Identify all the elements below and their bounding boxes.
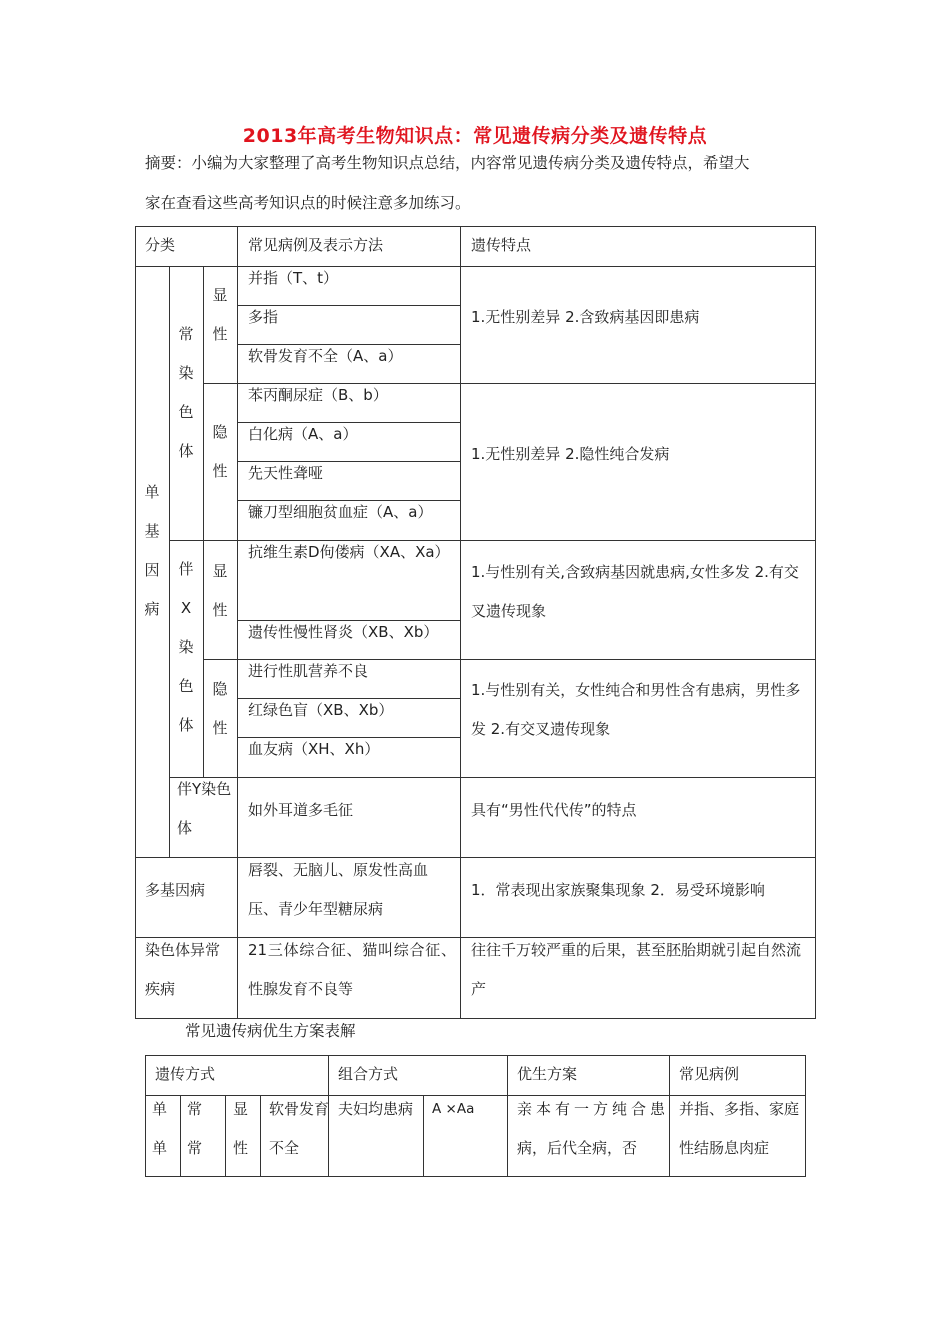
example-row: 镰刀型细胞贫血症（A、a） bbox=[248, 503, 433, 521]
t2-header-plan: 优生方案 bbox=[517, 1065, 578, 1083]
trait-y-linked: 具有“男性代代传”的特点 bbox=[471, 801, 637, 819]
label-x-dominant: 显性 bbox=[212, 562, 228, 619]
label-y-linked: 伴Y染色体 bbox=[177, 780, 232, 837]
trait-autosomal-dominant: 1.无性别差异 2.含致病基因即患病 bbox=[471, 308, 700, 326]
polygenic-examples: 唇裂、无脑儿、原发性高血压、青少年型糖尿病 bbox=[248, 861, 429, 918]
abstract-line-2: 家在查看这些高考知识点的时候注意多加练习。 bbox=[145, 194, 471, 212]
label-autosomal: 常染色体 bbox=[178, 325, 194, 460]
trait-x-recessive: 1.与性别有关，女性纯合和男性含有患病，男性多发 2.有交叉遗传现象 bbox=[471, 681, 801, 738]
label-single-gene: 单基因病 bbox=[144, 483, 160, 618]
example-row: 苯丙酮尿症（B、b） bbox=[248, 386, 388, 404]
label-x-linked: 伴X染色体 bbox=[178, 560, 194, 734]
table2-caption: 常见遗传病优生方案表解 bbox=[185, 1022, 356, 1040]
label-autosomal-recessive: 隐性 bbox=[212, 423, 228, 480]
t2-cell: 并指、多指、家庭性结肠息肉症 bbox=[679, 1100, 800, 1157]
example-row: 血友病（XH、Xh） bbox=[248, 740, 380, 758]
t2-header-examples: 常见病例 bbox=[679, 1065, 740, 1083]
example-row: 遗传性慢性肾炎（XB、Xb） bbox=[248, 623, 439, 641]
example-row: 多指 bbox=[248, 308, 279, 326]
polygenic-trait: 1．常表现出家族聚集现象 2．易受环境影响 bbox=[471, 881, 765, 899]
t2-cell: 亲本有一方纯合患病，后代全病，否 bbox=[517, 1100, 665, 1157]
t2-cell: 夫妇均患病 bbox=[338, 1100, 414, 1118]
abstract-line-1: 摘要：小编为大家整理了高考生物知识点总结，内容常见遗传病分类及遗传特点，希望大 bbox=[145, 154, 750, 172]
trait-autosomal-recessive: 1.无性别差异 2.隐性纯合发病 bbox=[471, 445, 670, 463]
example-row: 并指（T、t） bbox=[248, 269, 339, 287]
t2-cell: 常常 bbox=[187, 1100, 203, 1157]
t2-cell: A ×Aa bbox=[432, 1101, 475, 1117]
example-row: 红绿色盲（XB、Xb） bbox=[248, 701, 394, 719]
t2-header-combination: 组合方式 bbox=[338, 1065, 399, 1083]
t2-cell: 软骨发育不全 bbox=[269, 1100, 330, 1157]
label-x-recessive: 隐性 bbox=[212, 680, 228, 737]
trait-x-dominant: 1.与性别有关,含致病基因就患病,女性多发 2.有交叉遗传现象 bbox=[471, 563, 799, 620]
page-title: 2013年高考生物知识点：常见遗传病分类及遗传特点 bbox=[242, 125, 708, 147]
label-polygenic: 多基因病 bbox=[145, 881, 206, 899]
example-row: 抗维生素D佝偻病（XA、Xa） bbox=[248, 543, 450, 561]
example-row: 软骨发育不全（A、a） bbox=[248, 347, 403, 365]
header-examples: 常见病例及表示方法 bbox=[248, 236, 384, 254]
label-chromosomal: 染色体异常疾病 bbox=[145, 941, 221, 998]
header-category: 分类 bbox=[145, 236, 176, 254]
example-row: 进行性肌营养不良 bbox=[248, 662, 369, 680]
chromosomal-trait: 往往千万较严重的后果，甚至胚胎期就引起自然流产 bbox=[471, 941, 802, 998]
example-row: 先天性聋哑 bbox=[248, 464, 324, 482]
label-autosomal-dominant: 显性 bbox=[212, 286, 228, 343]
t2-header-inheritance: 遗传方式 bbox=[155, 1065, 216, 1083]
header-traits: 遗传特点 bbox=[471, 236, 532, 254]
t2-cell: 单单 bbox=[152, 1100, 168, 1157]
t2-cell: 显性 bbox=[233, 1100, 249, 1157]
example-row: 如外耳道多毛征 bbox=[248, 801, 354, 819]
example-row: 白化病（A、a） bbox=[248, 425, 358, 443]
chromosomal-examples: 21三体综合征、猫叫综合征、性腺发育不良等 bbox=[248, 941, 456, 998]
